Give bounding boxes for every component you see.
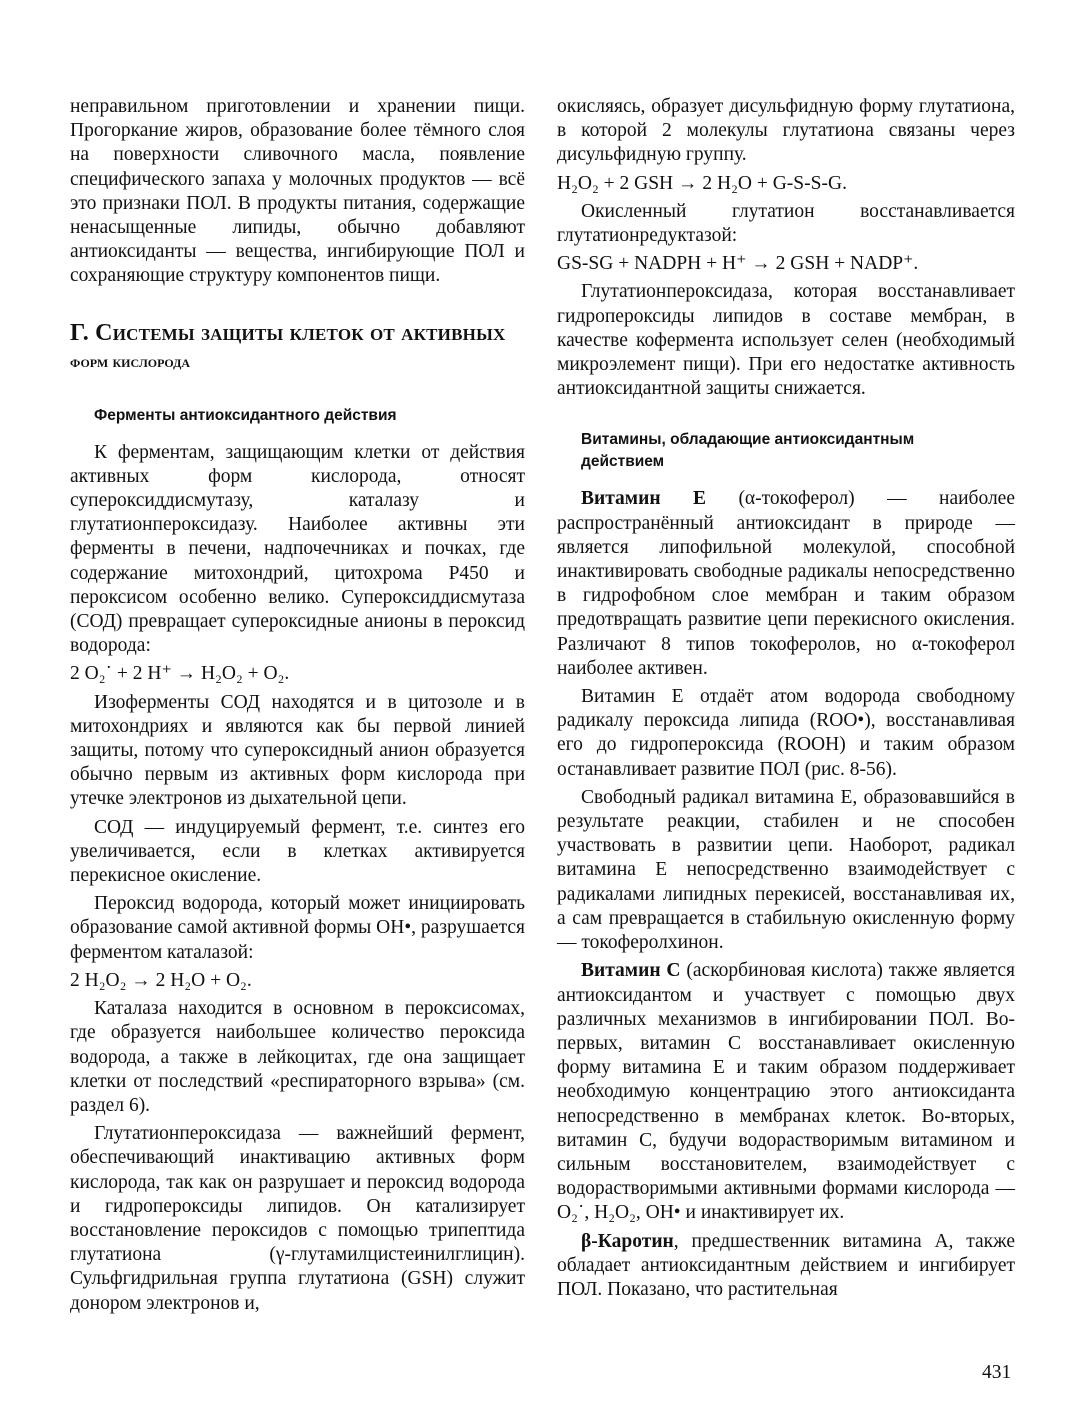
section-title: Г. Системы защиты клеток от активных: [70, 319, 506, 346]
paragraph-vitamin-c: [557, 959, 1015, 1225]
paragraph: Витамин E отдаёт атом водорода свободному радикалу пероксида липида (ROO•), восстанавливая его до гидропероксида (ROOH) и таким образом останавливает развитие ПОЛ (рис. 8-56).: [557, 686, 1015, 780]
paragraph: окисляясь, образует дисульфидную форму глутатиона, в которой 2 молекулы глутатиона связаны через дисульфидную группу.: [557, 96, 1015, 166]
paragraph: Каталаза находится в основном в пероксисомах, где образуется наибольшее количество пероксида водорода, а также в лейкоцитах, где она защищает клетки от последствий «респираторного взрыва» (см. раздел 6).: [70, 998, 525, 1116]
equation-reductase: GS-SG + NADPH + H⁺ → 2 GSH + NADP⁺.: [557, 253, 919, 275]
subheading-vitamins: [581, 429, 1015, 473]
paragraph: К ферментам, защищающим клетки от действия активных форм кислорода, относят супероксиддисмутазу, каталазу и глутатионпероксидазу. Наиболее активны эти ферменты в печени, надпочечниках и почках, где содержание митохондрий, цитохрома P450 и пероксисом особенно велико. Супероксиддисмутаза (СОД) превращает супероксидные анионы в пероксид водорода:: [70, 441, 525, 657]
paragraph-text: (аскорбиновая кислота) также является антиоксидантом и участвует с помощью двух различных механизмов в ингибировании ПОЛ. Во-первых, витамин C восстанавливает окисленную форму витамина E и таким образом поддерживает необходимую концентрацию этого антиоксиданта непосредственно в мембранах клеток. Во-вторых, витамин C, будучи водорастворимым витамином и сильным восстановителем, взаимодействует с водорастворимыми активными формами кислорода — O₂˙, H₂O₂, OH• и инактивирует их.: [557, 960, 1015, 1224]
paragraph: Глутатионпероксидаза — важнейший фермент, обеспечивающий инактивацию активных форм кислорода, так как он разрушает и пероксид водорода и гидропероксиды липидов. Он катализирует восстановление пероксидов с помощью трипептида глутатиона (γ-глутамилцистеинилглицин). Сульфгидрильная группа глутатиона (GSH) служит донором электронов и,: [70, 1123, 525, 1314]
paragraph: СОД — индуцируемый фермент, т.е. синтез его увеличивается, если в клетках активируется перекисное окисление.: [70, 816, 525, 887]
subheading-line-1: Витамины, обладающие антиоксидантным: [581, 431, 915, 449]
paragraph: Изоферменты СОД находятся и в цитозоле и в митохондриях и являются как бы первой линией защиты, потому что супероксидный анион образуется обычно первым из активных форм кислорода при утечке электронов из дыхательной цепи.: [70, 691, 525, 810]
equation-catalase: 2 H₂O₂ → 2 H₂O + O₂.: [70, 969, 252, 991]
term-vitamin-e: Витамин E: [581, 488, 706, 510]
equation-gsh: H₂O₂ + 2 GSH → 2 H₂O + G-S-S-G.: [557, 172, 847, 194]
paragraph: Свободный радикал витамина E, образовавшийся в результате реакции, стабилен и не способен участвовать в развитии цепи. Наоборот, радикал витамина E непосредственно взаимодействует с радикалами липидных перекисей, восстанавливая их, а сам превращается в стабильную окисленную форму — токоферолхинон.: [557, 786, 1015, 954]
left-column: [70, 95, 525, 1320]
paragraph-carotene: [557, 1230, 1015, 1303]
paragraph-vitamin-e: [557, 487, 1015, 681]
section-title-continued: форм кислорода: [70, 351, 191, 371]
paragraph: неправильном приготовлении и хранении пищи. Прогоркание жиров, образование более тёмного слоя на поверхности сливочного масла, появление специфического запаха у молочных продуктов — всё это признаки ПОЛ. В продукты питания, содержащие ненасыщенные липиды, обычно добавляют антиоксиданты — вещества, ингибирующие ПОЛ и сохраняющие структуру компонентов пищи.: [70, 96, 525, 287]
paragraph: Пероксид водорода, который может инициировать образование самой активной формы OH•, разрушается ферментом каталазой:: [70, 893, 525, 963]
subheading-line-2: действием: [581, 453, 665, 471]
equation-sod: 2 O₂˙ + 2 H⁺ → H₂O₂ + O₂.: [70, 663, 290, 685]
subheading-enzymes: Ферменты антиоксидантного действия: [94, 406, 397, 424]
right-column: [557, 95, 1015, 1306]
term-beta-carotene: β-Каротин: [581, 1230, 674, 1252]
paragraph: Глутатионпероксидаза, которая восстанавливает гидропероксиды липидов в составе мембран, в качестве кофермента использует селен (необходимый микроэлемент пищи). При его недостатке активность антиоксидантной защиты снижается.: [557, 281, 1015, 400]
page-number: 431: [982, 1362, 1012, 1383]
paragraph-text: (α-токоферол) — наиболее распространённый антиоксидант в природе — является липофильной молекулой, способной инактивировать свободные радикалы непосредственно в гидрофобном слое мембран и таким образом предотвращать развитие цепи перекисного окисления. Различают 8 типов токоферолов, но α-токоферол наиболее активен.: [557, 488, 1015, 679]
term-vitamin-c: Витамин C: [581, 960, 681, 982]
paragraph: Окисленный глутатион восстанавливается глутатионредуктазой:: [557, 200, 1015, 247]
paragraph-text: , предшественник витамина A, также обладает антиоксидантным действием и ингибирует ПОЛ. Показано, что растительная: [557, 1230, 1015, 1300]
